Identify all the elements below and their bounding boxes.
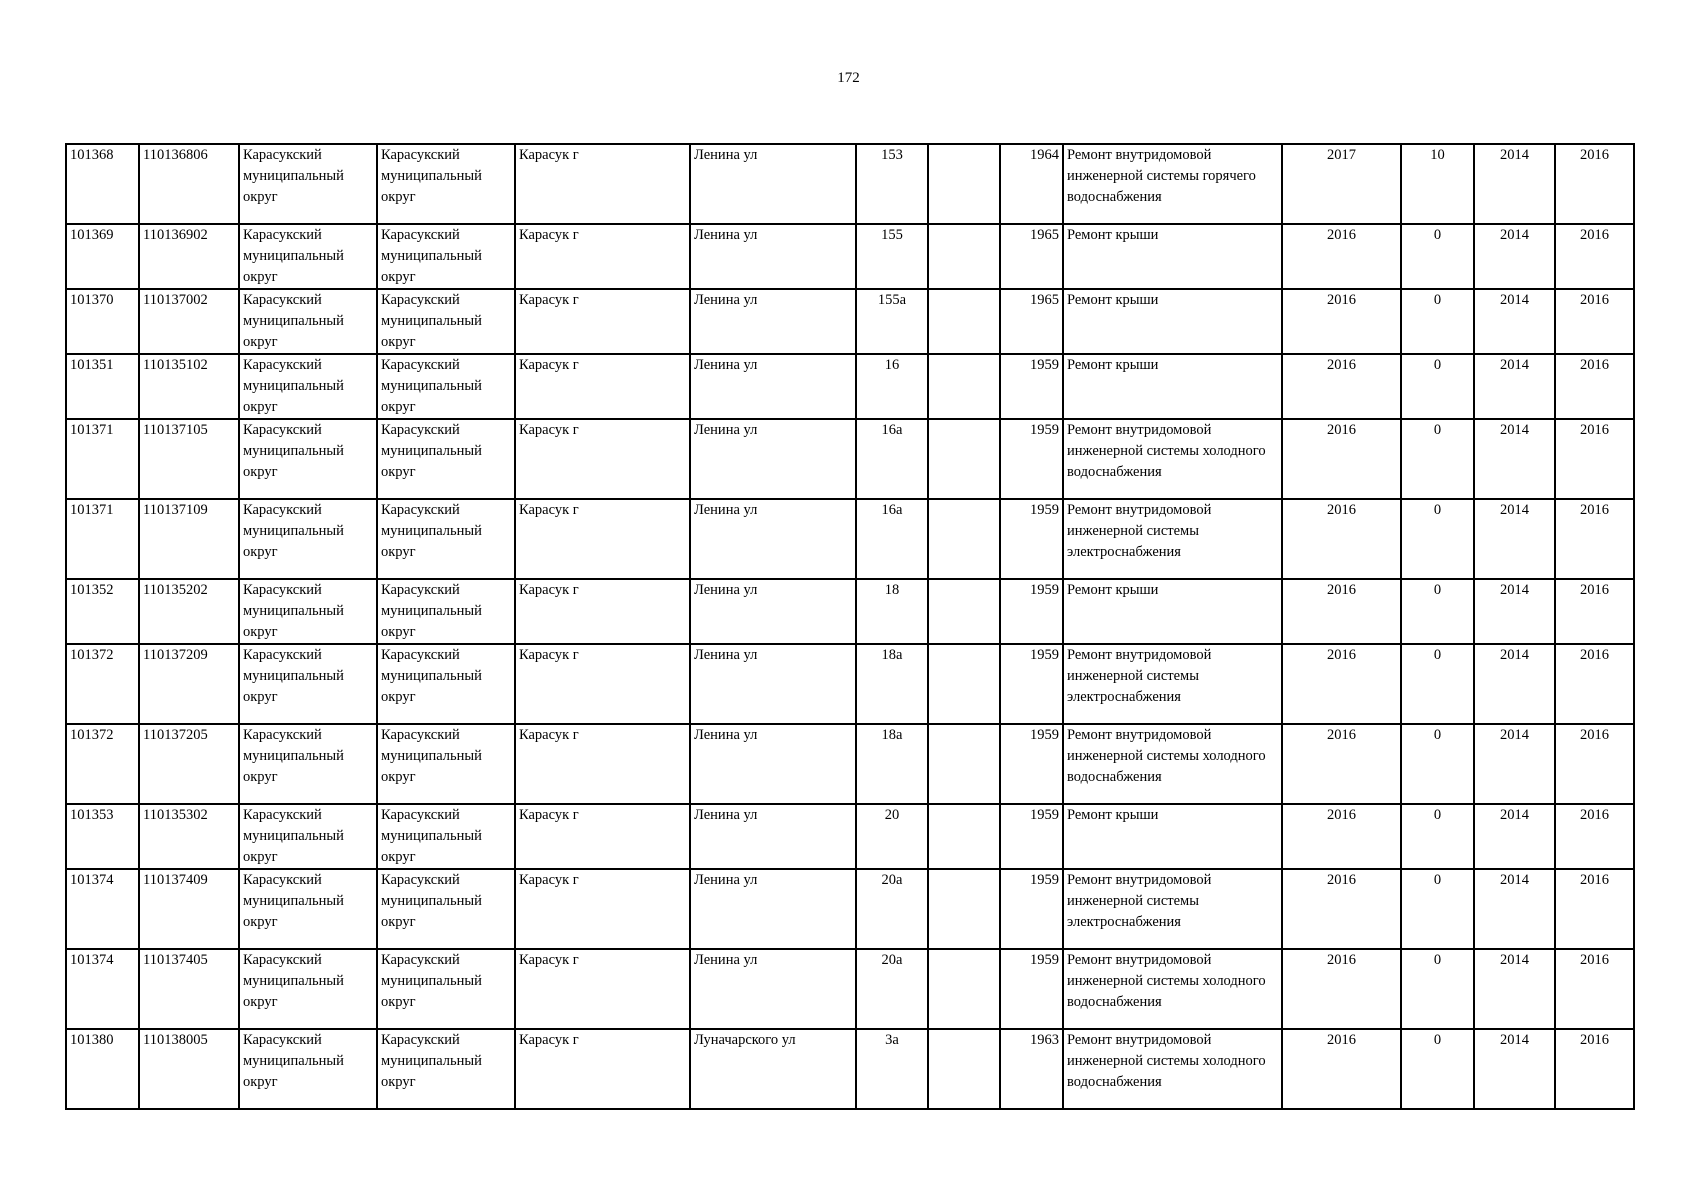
cell-street: Ленина ул (690, 419, 856, 499)
cell-work-code: 110137105 (139, 419, 239, 499)
cell-street: Ленина ул (690, 499, 856, 579)
cell-end-year: 2016 (1555, 644, 1634, 724)
cell-district: Карасукский муниципальный округ (239, 1029, 377, 1109)
cell-building (928, 144, 1000, 224)
cell-settlement: Карасук г (515, 224, 690, 289)
cell-work-code: 110137209 (139, 644, 239, 724)
table-row (66, 1029, 1634, 1109)
cell-municipality: Карасукский муниципальный округ (377, 419, 515, 499)
cell-end-year: 2016 (1555, 354, 1634, 419)
cell-end-year: 2016 (1555, 1029, 1634, 1109)
cell-house-number: 153 (856, 144, 928, 224)
cell-year-built: 1959 (1000, 419, 1063, 499)
cell-building (928, 644, 1000, 724)
cell-end-year: 2016 (1555, 144, 1634, 224)
cell-end-year: 2016 (1555, 869, 1634, 949)
cell-start-year: 2014 (1474, 419, 1555, 499)
cell-district: Карасукский муниципальный округ (239, 419, 377, 499)
cell-settlement: Карасук г (515, 724, 690, 804)
cell-start-year: 2014 (1474, 869, 1555, 949)
cell-street: Луначарского ул (690, 1029, 856, 1109)
cell-house-number: 155 (856, 224, 928, 289)
cell-percent: 0 (1401, 804, 1474, 869)
cell-district: Карасукский муниципальный округ (239, 949, 377, 1029)
table-row (66, 724, 1634, 804)
cell-street: Ленина ул (690, 644, 856, 724)
cell-end-year: 2016 (1555, 224, 1634, 289)
cell-house-id: 101374 (66, 869, 139, 949)
cell-work-type: Ремонт внутридомовой инженерной системы электроснабжения (1063, 499, 1282, 579)
cell-settlement: Карасук г (515, 289, 690, 354)
cell-street: Ленина ул (690, 949, 856, 1029)
table-row (66, 804, 1634, 869)
cell-year-built: 1959 (1000, 949, 1063, 1029)
cell-percent: 0 (1401, 224, 1474, 289)
cell-street: Ленина ул (690, 224, 856, 289)
cell-settlement: Карасук г (515, 354, 690, 419)
cell-work-type: Ремонт внутридомовой инженерной системы холодного водоснабжения (1063, 949, 1282, 1029)
cell-start-year: 2014 (1474, 144, 1555, 224)
cell-house-id: 101370 (66, 289, 139, 354)
cell-start-year: 2014 (1474, 949, 1555, 1029)
cell-plan-year: 2016 (1282, 869, 1401, 949)
cell-work-code: 110135302 (139, 804, 239, 869)
cell-year-built: 1959 (1000, 724, 1063, 804)
cell-start-year: 2014 (1474, 644, 1555, 724)
cell-street: Ленина ул (690, 579, 856, 644)
cell-house-number: 18а (856, 724, 928, 804)
cell-house-number: 155а (856, 289, 928, 354)
cell-house-id: 101374 (66, 949, 139, 1029)
cell-house-id: 101371 (66, 419, 139, 499)
cell-house-number: 16 (856, 354, 928, 419)
cell-percent: 0 (1401, 289, 1474, 354)
cell-plan-year: 2016 (1282, 949, 1401, 1029)
cell-settlement: Карасук г (515, 419, 690, 499)
cell-work-type: Ремонт крыши (1063, 579, 1282, 644)
cell-settlement: Карасук г (515, 949, 690, 1029)
repair-program-table (65, 143, 1635, 1110)
cell-work-type: Ремонт крыши (1063, 804, 1282, 869)
cell-settlement: Карасук г (515, 869, 690, 949)
cell-building (928, 224, 1000, 289)
table-row (66, 224, 1634, 289)
cell-plan-year: 2016 (1282, 724, 1401, 804)
cell-end-year: 2016 (1555, 724, 1634, 804)
cell-house-id: 101352 (66, 579, 139, 644)
cell-work-type: Ремонт крыши (1063, 354, 1282, 419)
cell-district: Карасукский муниципальный округ (239, 804, 377, 869)
cell-house-number: 20а (856, 869, 928, 949)
cell-house-number: 16а (856, 419, 928, 499)
cell-percent: 0 (1401, 354, 1474, 419)
cell-house-id: 101371 (66, 499, 139, 579)
cell-settlement: Карасук г (515, 644, 690, 724)
cell-work-type: Ремонт внутридомовой инженерной системы холодного водоснабжения (1063, 419, 1282, 499)
cell-percent: 0 (1401, 949, 1474, 1029)
table-row (66, 949, 1634, 1029)
cell-work-type: Ремонт внутридомовой инженерной системы электроснабжения (1063, 869, 1282, 949)
cell-year-built: 1959 (1000, 499, 1063, 579)
cell-building (928, 1029, 1000, 1109)
cell-street: Ленина ул (690, 724, 856, 804)
cell-municipality: Карасукский муниципальный округ (377, 724, 515, 804)
cell-plan-year: 2017 (1282, 144, 1401, 224)
cell-district: Карасукский муниципальный округ (239, 144, 377, 224)
table-body (66, 144, 1634, 1109)
cell-end-year: 2016 (1555, 949, 1634, 1029)
cell-building (928, 724, 1000, 804)
table-row (66, 354, 1634, 419)
cell-plan-year: 2016 (1282, 499, 1401, 579)
cell-district: Карасукский муниципальный округ (239, 289, 377, 354)
cell-house-id: 101353 (66, 804, 139, 869)
cell-house-id: 101368 (66, 144, 139, 224)
table-row (66, 579, 1634, 644)
cell-plan-year: 2016 (1282, 579, 1401, 644)
cell-district: Карасукский муниципальный округ (239, 869, 377, 949)
cell-start-year: 2014 (1474, 579, 1555, 644)
cell-building (928, 499, 1000, 579)
cell-municipality: Карасукский муниципальный округ (377, 1029, 515, 1109)
cell-district: Карасукский муниципальный округ (239, 724, 377, 804)
cell-building (928, 579, 1000, 644)
cell-year-built: 1959 (1000, 869, 1063, 949)
cell-municipality: Карасукский муниципальный округ (377, 144, 515, 224)
cell-municipality: Карасукский муниципальный округ (377, 869, 515, 949)
table-row (66, 499, 1634, 579)
cell-year-built: 1964 (1000, 144, 1063, 224)
cell-municipality: Карасукский муниципальный округ (377, 499, 515, 579)
cell-street: Ленина ул (690, 869, 856, 949)
cell-year-built: 1959 (1000, 354, 1063, 419)
cell-work-code: 110138005 (139, 1029, 239, 1109)
cell-street: Ленина ул (690, 289, 856, 354)
cell-work-type: Ремонт крыши (1063, 224, 1282, 289)
cell-district: Карасукский муниципальный округ (239, 644, 377, 724)
cell-settlement: Карасук г (515, 804, 690, 869)
cell-street: Ленина ул (690, 354, 856, 419)
cell-settlement: Карасук г (515, 579, 690, 644)
cell-house-id: 101369 (66, 224, 139, 289)
cell-work-code: 110136902 (139, 224, 239, 289)
cell-municipality: Карасукский муниципальный округ (377, 804, 515, 869)
table-row (66, 419, 1634, 499)
cell-end-year: 2016 (1555, 499, 1634, 579)
cell-plan-year: 2016 (1282, 419, 1401, 499)
cell-work-type: Ремонт внутридомовой инженерной системы горячего водоснабжения (1063, 144, 1282, 224)
cell-work-type: Ремонт крыши (1063, 289, 1282, 354)
cell-house-id: 101372 (66, 724, 139, 804)
cell-building (928, 419, 1000, 499)
cell-start-year: 2014 (1474, 354, 1555, 419)
cell-end-year: 2016 (1555, 419, 1634, 499)
cell-end-year: 2016 (1555, 289, 1634, 354)
cell-work-code: 110137002 (139, 289, 239, 354)
cell-building (928, 869, 1000, 949)
cell-work-type: Ремонт внутридомовой инженерной системы холодного водоснабжения (1063, 724, 1282, 804)
cell-building (928, 949, 1000, 1029)
cell-district: Карасукский муниципальный округ (239, 579, 377, 644)
cell-year-built: 1959 (1000, 804, 1063, 869)
cell-house-number: 18а (856, 644, 928, 724)
cell-percent: 0 (1401, 644, 1474, 724)
cell-plan-year: 2016 (1282, 354, 1401, 419)
cell-plan-year: 2016 (1282, 1029, 1401, 1109)
cell-house-id: 101380 (66, 1029, 139, 1109)
cell-work-type: Ремонт внутридомовой инженерной системы электроснабжения (1063, 644, 1282, 724)
cell-house-number: 20а (856, 949, 928, 1029)
cell-end-year: 2016 (1555, 579, 1634, 644)
cell-municipality: Карасукский муниципальный округ (377, 579, 515, 644)
cell-plan-year: 2016 (1282, 804, 1401, 869)
cell-work-code: 110135102 (139, 354, 239, 419)
cell-year-built: 1959 (1000, 644, 1063, 724)
cell-plan-year: 2016 (1282, 644, 1401, 724)
page-number: 172 (837, 70, 860, 86)
cell-municipality: Карасукский муниципальный округ (377, 354, 515, 419)
table-row (66, 644, 1634, 724)
cell-year-built: 1965 (1000, 224, 1063, 289)
cell-municipality: Карасукский муниципальный округ (377, 289, 515, 354)
cell-street: Ленина ул (690, 804, 856, 869)
cell-house-number: 16а (856, 499, 928, 579)
cell-municipality: Карасукский муниципальный округ (377, 949, 515, 1029)
cell-plan-year: 2016 (1282, 224, 1401, 289)
cell-work-code: 110136806 (139, 144, 239, 224)
cell-municipality: Карасукский муниципальный округ (377, 224, 515, 289)
cell-percent: 0 (1401, 1029, 1474, 1109)
cell-house-id: 101351 (66, 354, 139, 419)
cell-percent: 0 (1401, 724, 1474, 804)
cell-building (928, 289, 1000, 354)
cell-work-code: 110137109 (139, 499, 239, 579)
cell-municipality: Карасукский муниципальный округ (377, 644, 515, 724)
cell-end-year: 2016 (1555, 804, 1634, 869)
cell-district: Карасукский муниципальный округ (239, 224, 377, 289)
cell-start-year: 2014 (1474, 724, 1555, 804)
cell-year-built: 1959 (1000, 579, 1063, 644)
cell-house-number: 20 (856, 804, 928, 869)
cell-work-code: 110137205 (139, 724, 239, 804)
cell-house-id: 101372 (66, 644, 139, 724)
cell-year-built: 1963 (1000, 1029, 1063, 1109)
table-row (66, 869, 1634, 949)
cell-building (928, 354, 1000, 419)
table-row (66, 289, 1634, 354)
cell-work-code: 110137405 (139, 949, 239, 1029)
cell-street: Ленина ул (690, 144, 856, 224)
cell-start-year: 2014 (1474, 499, 1555, 579)
cell-plan-year: 2016 (1282, 289, 1401, 354)
cell-percent: 0 (1401, 869, 1474, 949)
cell-percent: 0 (1401, 579, 1474, 644)
cell-work-type: Ремонт внутридомовой инженерной системы холодного водоснабжения (1063, 1029, 1282, 1109)
table-row (66, 144, 1634, 224)
cell-house-number: 3а (856, 1029, 928, 1109)
cell-district: Карасукский муниципальный округ (239, 354, 377, 419)
cell-work-code: 110135202 (139, 579, 239, 644)
cell-building (928, 804, 1000, 869)
cell-start-year: 2014 (1474, 224, 1555, 289)
cell-start-year: 2014 (1474, 1029, 1555, 1109)
cell-district: Карасукский муниципальный округ (239, 499, 377, 579)
cell-work-code: 110137409 (139, 869, 239, 949)
cell-start-year: 2014 (1474, 804, 1555, 869)
cell-settlement: Карасук г (515, 144, 690, 224)
cell-percent: 10 (1401, 144, 1474, 224)
cell-start-year: 2014 (1474, 289, 1555, 354)
cell-house-number: 18 (856, 579, 928, 644)
cell-settlement: Карасук г (515, 1029, 690, 1109)
cell-percent: 0 (1401, 499, 1474, 579)
cell-settlement: Карасук г (515, 499, 690, 579)
cell-percent: 0 (1401, 419, 1474, 499)
cell-year-built: 1965 (1000, 289, 1063, 354)
